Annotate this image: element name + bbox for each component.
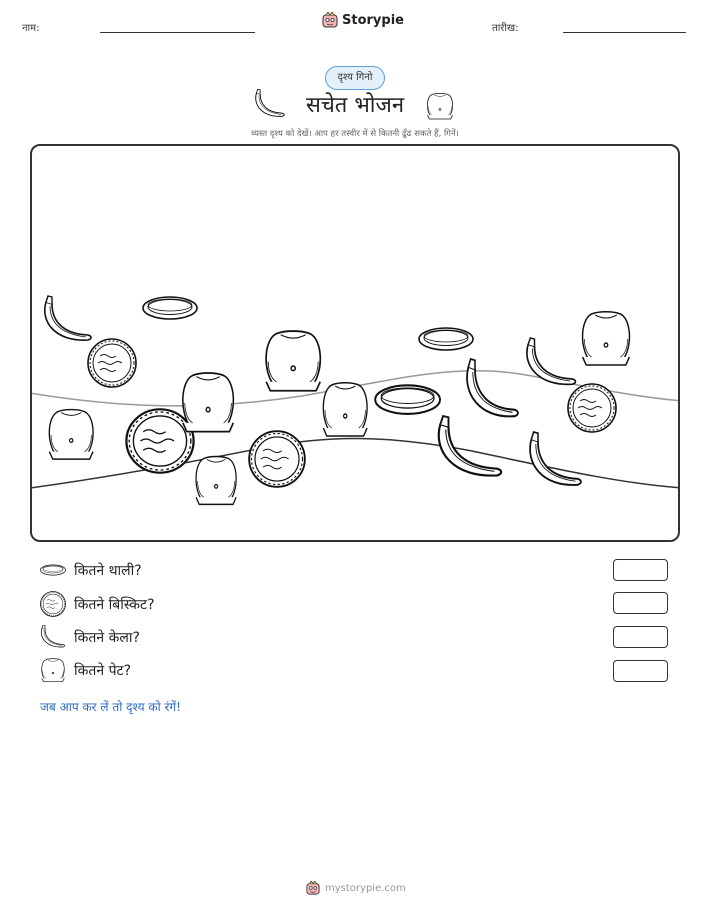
site-footer (306, 881, 406, 895)
belly (323, 383, 367, 436)
brand-name: Storypie (342, 12, 404, 28)
site-url: mystorypie.com (325, 882, 406, 894)
plate-icon (40, 563, 66, 577)
scene-frame (30, 144, 680, 542)
answer-box-plates[interactable] (613, 559, 668, 581)
plate (143, 297, 197, 319)
question-label: कितने पेट? (74, 662, 132, 679)
belly-icon (425, 92, 455, 120)
belly (583, 312, 630, 365)
answer-box-bananas[interactable] (613, 626, 668, 648)
banana (530, 432, 581, 485)
biscuit-icon (40, 591, 66, 617)
banana (527, 338, 576, 384)
name-label: नाम: (22, 23, 40, 34)
storypie-mascot-icon (322, 12, 338, 28)
biscuit (568, 384, 616, 432)
belly-icon (40, 657, 66, 683)
belly (196, 456, 236, 504)
question-label: कितने थाली? (74, 562, 142, 579)
banana-icon (40, 625, 66, 649)
banana (45, 296, 91, 340)
date-field-line[interactable] (563, 32, 686, 33)
name-field-line[interactable] (100, 32, 255, 33)
question-bellies (40, 657, 131, 683)
question-bananas (40, 624, 140, 650)
banana-icon (254, 89, 286, 119)
biscuit (126, 409, 193, 472)
instructions: व्यस्त दृश्य को देखें। आप हर तस्वीर में से कितनी ढूँढ सकते हैं, गिनें। (251, 129, 459, 139)
biscuit (88, 339, 136, 387)
coloring-note: जब आप कर लें तो दृश्य को रंगें! (40, 700, 181, 714)
question-plates (40, 557, 142, 583)
storypie-mascot-icon (306, 881, 320, 895)
plate (375, 385, 440, 414)
brand-logo (322, 12, 404, 28)
belly (266, 331, 320, 391)
question-label: कितने केला? (74, 629, 140, 646)
busy-scene (32, 146, 680, 542)
banana (467, 359, 518, 416)
date-label: तारीख: (492, 23, 519, 34)
plate (419, 328, 473, 350)
page-title: सचेत भोजन (305, 93, 405, 118)
belly (183, 373, 234, 432)
belly (49, 410, 93, 460)
answer-box-bellies[interactable] (613, 660, 668, 682)
biscuit (249, 431, 305, 487)
activity-tag: दृश्य गिनो (325, 66, 385, 90)
banana (439, 416, 501, 476)
question-biscuits (40, 591, 155, 617)
answer-box-biscuits[interactable] (613, 592, 668, 614)
question-label: कितने बिस्किट? (74, 596, 155, 613)
